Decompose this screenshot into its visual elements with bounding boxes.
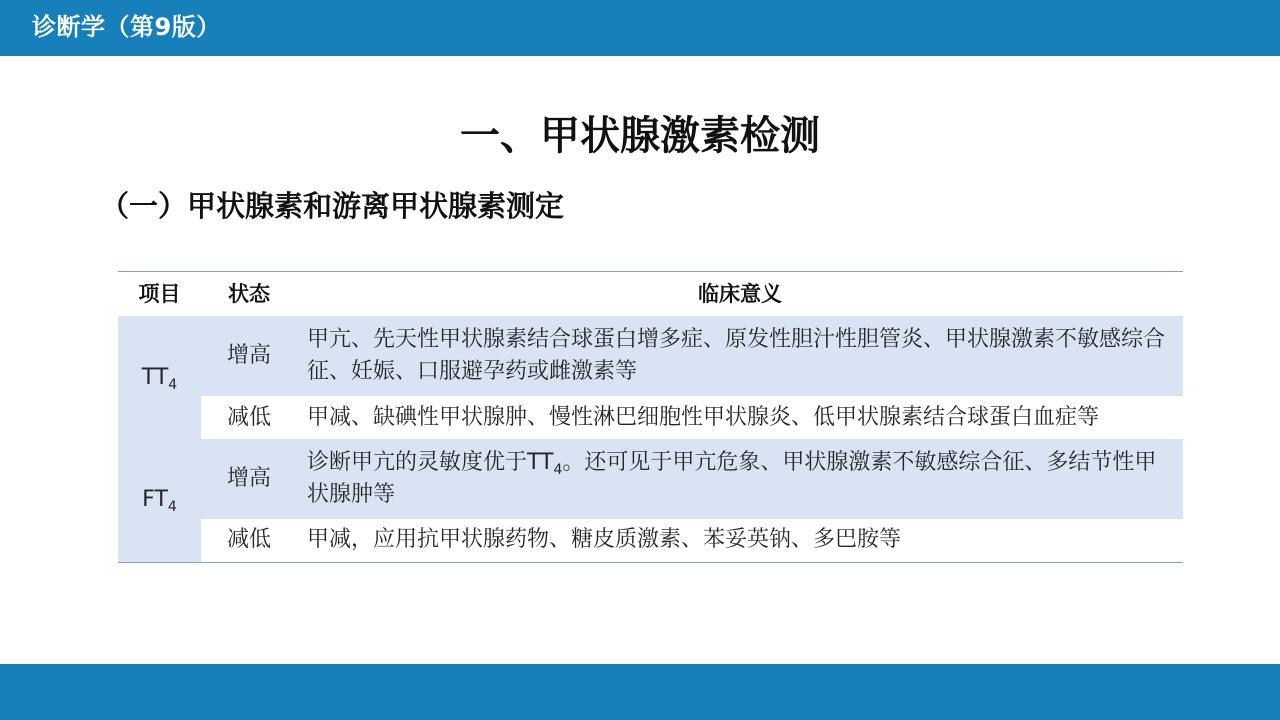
table-row <box>118 439 1183 519</box>
book-title: 诊断学（第9版） <box>32 13 221 41</box>
header-item: 项目 <box>118 272 201 317</box>
slide-title: 一、甲状腺激素检测 <box>460 113 820 159</box>
table-row <box>118 316 1183 396</box>
meaning-cell <box>297 439 1183 519</box>
item-label: TT <box>141 364 169 390</box>
header-state: 状态 <box>201 272 297 317</box>
table-row <box>118 519 1183 562</box>
meaning-cell: 甲亢、先天性甲状腺素结合球蛋白增多症、原发性胆汁性胆管炎、甲状腺激素不敏感综合征、妊娠、口服避孕药或雌激素等 <box>297 316 1183 396</box>
state-cell: 减低 <box>201 396 297 439</box>
meaning-text-part: 诊断甲亢的灵敏度优于TT <box>307 450 554 475</box>
item-cell-tt4 <box>118 316 201 439</box>
meaning-cell: 甲减、缺碘性甲状腺肿、慢性淋巴细胞性甲状腺炎、低甲状腺素结合球蛋白血症等 <box>297 396 1183 439</box>
item-cell-ft4 <box>118 439 201 562</box>
state-cell: 增高 <box>201 316 297 396</box>
section-title: （一）甲状腺素和游离甲状腺素测定 <box>100 189 565 223</box>
thyroxine-table <box>118 271 1183 563</box>
header-clinical-meaning: 临床意义 <box>297 272 1183 317</box>
footer-bar <box>0 664 1280 720</box>
table-row <box>118 396 1183 439</box>
item-subscript: 4 <box>167 499 177 516</box>
meaning-text-part: 。还可见于甲亢危象、甲状腺激素不敏感综合征、多结节性甲状腺肿等 <box>307 450 1157 507</box>
state-cell: 增高 <box>201 439 297 519</box>
table-header-row <box>118 272 1183 317</box>
meaning-subscript: 4 <box>553 462 563 478</box>
item-label: FT <box>142 487 168 513</box>
header-bar <box>0 0 1280 56</box>
item-subscript: 4 <box>168 376 178 393</box>
meaning-cell: 甲减，应用抗甲状腺药物、糖皮质激素、苯妥英钠、多巴胺等 <box>297 519 1183 562</box>
state-cell: 减低 <box>201 519 297 562</box>
